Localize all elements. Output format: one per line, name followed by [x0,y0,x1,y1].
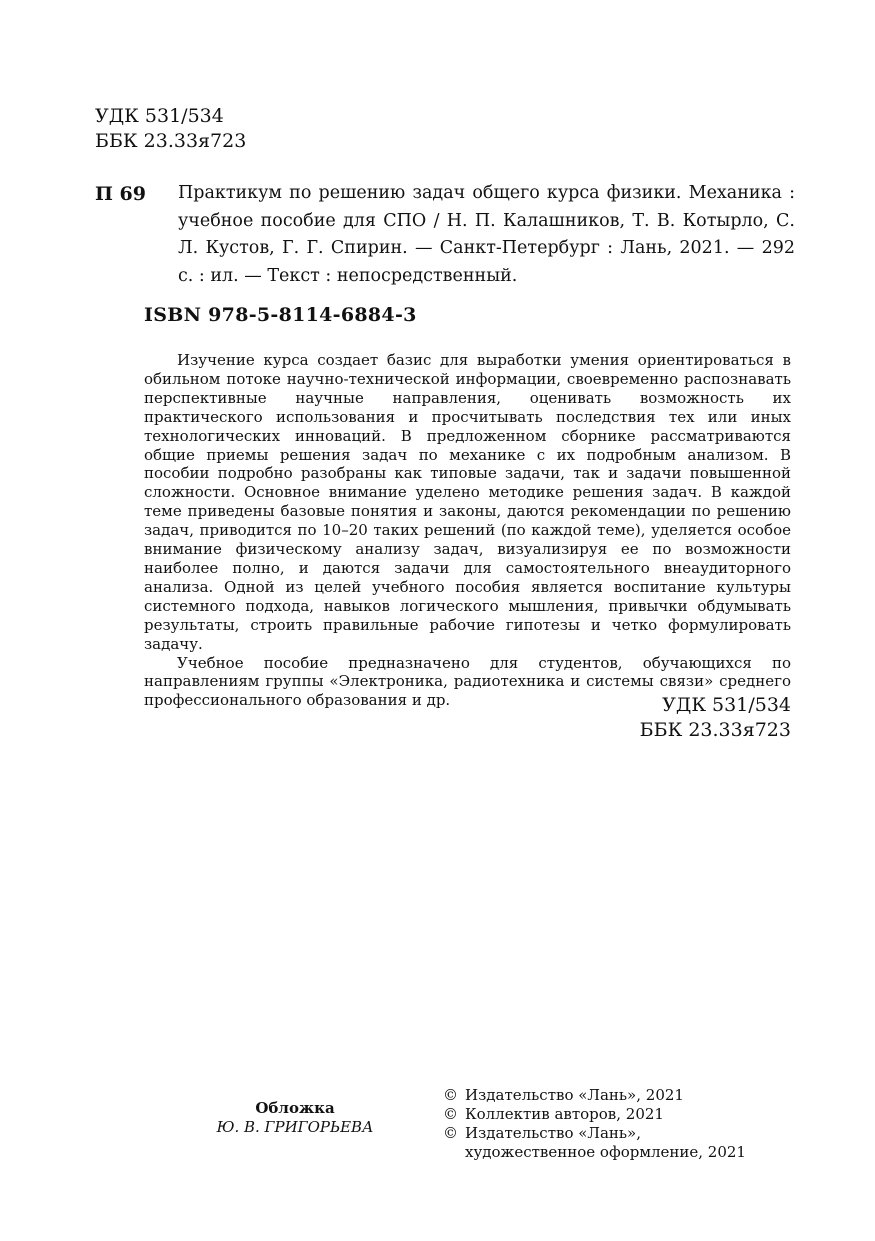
copyright-icon: © [443,1086,458,1104]
copyright-text: художественное оформление, 2021 [465,1143,746,1161]
abstract-paragraph: Учебное пособие предназначено для студентов, обучающихся по направлениям группы «Электроника, радиотехника и системы связи» среднего профессионального образования и др. [144,653,791,710]
abstract [144,351,791,710]
classification-codes-top [95,104,246,154]
bbk-code: ББК 23.33я723 [639,719,791,741]
cover-designer: Ю. В. ГРИГОРЬЕВА [216,1118,374,1136]
copyright-icon: © [443,1124,458,1142]
bbk-code: ББК 23.33я723 [95,130,247,152]
copyright-icon: © [443,1105,458,1123]
copyright-text: Издательство «Лань», [465,1124,642,1142]
copyright-line [443,1105,746,1124]
copyright-line [443,1124,746,1143]
cover-label: Обложка [255,1099,335,1117]
abstract-paragraph: Изучение курса создает базис для выработки умения ориентироваться в обильном потоке научно-технической информации, своевременно распознавать перспективные научные направления, оценивать возможность их практического использования и просчитывать последствия тех или иных технологических инноваций. В предложенном сборнике рассматриваются общие приемы решения задач по механике с их подробным анализом. В пособии подробно разобраны как типовые задачи, так и задачи повышенной сложности. Основное внимание уделено методике решения задач. В каждой теме приведены базовые понятия и законы, даются рекомендации по решению задач, приводится по 10–20 таких решений (по каждой теме), уделяется особое внимание физическому анализу задач, визуализируя ее по возможности наиболее полно, и даются задачи для самостоятельного внеаудиторного анализа. Одной из целей учебного пособия является воспитание культуры системного подхода, навыков логического мышления, привычки обдумывать результаты, строить правильные рабочие гипотезы и четко формулировать задачу. [144,351,791,653]
copyright-text: Издательство «Лань», 2021 [465,1086,684,1104]
copyright-text: Коллектив авторов, 2021 [465,1105,664,1123]
cover-credit [180,1099,410,1137]
udc-code: УДК 531/534 [662,694,791,716]
copyright-notices [443,1086,746,1162]
isbn: ISBN 978-5-8114-6884-3 [144,304,417,326]
author-sign: П 69 [95,183,146,205]
copyright-line [443,1143,746,1162]
classification-codes-bottom [640,693,791,743]
udc-code: УДК 531/534 [95,105,224,127]
bibliographic-description: Практикум по решению задач общего курса физики. Механика : учебное пособие для СПО / Н. П. Калашников, Т. В. Котырло, С. Л. Кустов, Г. Г. Спирин. — Санкт-Петербург : Лань, 2021. — 292 с. : ил. — Текст : непосредственный. [178,183,795,286]
copyright-line [443,1086,746,1105]
